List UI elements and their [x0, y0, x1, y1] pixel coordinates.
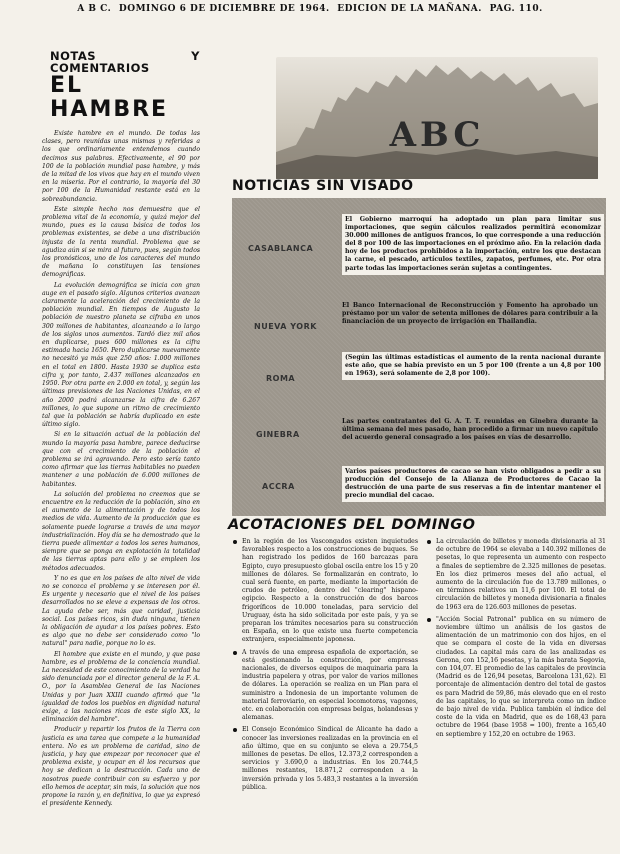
article-paragraph: Y no es que en los países de alto nivel de vida no se conozca el problema y se interesen por él. Es urgente y necesario que el nivel de los países desarrollados no se eleve a expensas de los otros. La ayuda debe ser, más que caridad, justicia social. Los países ricos, sin duda ninguna, tienen la obligación de ayudar a los países pobres. Esto es algo que no debe ser considerado como "lo natural" para nadie, porque no lo es.	[42, 574, 200, 648]
bullet-icon	[233, 728, 237, 732]
acotaciones-column-b	[426, 538, 606, 743]
acotaciones-column-a	[232, 538, 418, 796]
place-label: ACCRA	[262, 482, 295, 491]
list-item	[232, 726, 418, 792]
article-paragraph: Existe hambre en el mundo. De todas las clases, pero reunidas unas mismas y referidas a los que ordinariamente entendemos cuando decimos sus palabras. Efectivamente, el 90 por 100 de la población mundial pasa hambre, y más de la mitad de los vivos que hay en el mundo viven en la miseria. Por el contrario, la mayoría del 30 por 100 de la Humanidad restante está en la sobreabundancia.	[42, 130, 200, 203]
article-kicker: NOTAS Y COMENTARIOS	[50, 50, 200, 75]
article-paragraph: Este simple hecho nos demuestra que el problema vital de la economía, y quizá mejor del mundo, pues es la causa básica de todos los problemas existentes, se debe a una distribución injusta de la renta mundial. Problema que se agudiza aún si se mira al futuro, pues, según todos los pronósticos, uno de los caracteres del mundo de mañana lo constituyen las tensiones demográficas.	[42, 205, 200, 279]
page-number: PAG. 110.	[489, 4, 543, 14]
item-text: En la región de los Vascongados existen inquietudes favorables respecto a los construcciones de buques. Se han registrado los pedidos de 160 barcazas para Egipto, cuyo presupuesto global oscila entre los 15 y 20 millones de dólares. Se formalizarán en contrato, lo cual será fuente, en parte, mediante la importación de crudos de petróleo, dentro del "clearing" hispano-egipcio. Respecto a la construcción de dos barcos frigoríficos de 10.000 toneladas, para servicio del Uruguay, ésta ha sido solicitada por este país, y ya se preparan los trámites necesarios para su construcción en España, en lo que existe una fuerte competencia extranjera, especialmente japonesa.	[242, 538, 418, 644]
issue-date: DOMINGO 6 DE DICIEMBRE DE 1964.	[118, 4, 330, 14]
page-header	[0, 4, 620, 14]
list-item	[426, 538, 606, 612]
article-paragraph: Producir y repartir los frutos de la Tierra con justicia es una tarea que compete a la humanidad entera. No es un problema de caridad, sino de justicia, y hay que empezar por reconocer que el problema existe, y ocupar en él los recursos que hoy se dedican a la destrucción. Cada uno de nosotros puede contribuir con su esfuerzo y por ello hemos de aceptar, sin más, la solución que nos propone la razón y, en definitiva, lo que ya expresó el presidente Kennedy.	[42, 726, 200, 808]
place-label: CASABLANCA	[248, 244, 314, 253]
left-article	[42, 50, 200, 854]
article-paragraph: La evolución demográfica se inicia con gran auge en el pasado siglo. Algunos criterios avanzan claramente la aceleración del crecimiento de la población mundial. En tiempos de Augusto la población de nuestro planeta se cifraba en unos 300 millones de habitantes, alcanzando a lo largo de los siglos unos aumentos. Tardó diez mil años en duplicarse, pues 600 millones es la cifra estimada hacia 1650. Pero duplicarse nuevamente no necesitó ya más que 250 años: 1.000 millones en el total en 1800. Hasta 1930 se duplica esta cifra y, por tanto, 2.437 millones alcanzados en 1950. Por otra parte en 2.000 en total, y, según las últimas previsiones de las Naciones Unidas, en el año 2000 podrá alcanzarse la cifra de 6.267 millones, lo que supone un ritmo de crecimiento tal que la población se habría duplicado en este último siglo.	[42, 281, 200, 429]
section-title: NOTICIAS SIN VISADO	[232, 178, 414, 194]
bullet-icon	[427, 618, 431, 622]
item-text: El Consejo Económico Sindical de Alicante ha dado a conocer las inversiones realizadas en la provincia en el año último, que en su conjunto se eleva a 29.754,5 millones de pesetas. De ellos, 12.373,2 corresponden a servicios y 3.690,0 a industrias. En los 20.744,5 millones restantes, 18.871,2 corresponden a la inversión privada y los 5.483,3 restantes a la inversión pública.	[242, 726, 418, 791]
bullet-icon	[233, 540, 237, 544]
article-paragraph: El hombre que existe en el mundo, y que pasa hambre, es el problema de la conciencia mundial. La necesidad de este conocimiento de la verdad ha sido denunciada por el director general de la F. A. O., por la Asamblea General de las Naciones Unidas y por Juan XXIII cuando afirmó que "la igualdad de todos los pueblos en dignidad natural exige, a las naciones ricas de este siglo XX, la eliminación del hambre".	[42, 650, 200, 724]
list-item	[232, 649, 418, 723]
article-paragraph: Si en la situación actual de la población del mundo la mayoría pasa hambre, parece deducirse que con el crecimiento de la población el problema se irá agravando. Pero esto sería tanto como afirmar que las tierras habitables no pueden mantener a una población de 6.000 millones de habitantes.	[42, 431, 200, 488]
item-text: A través de una empresa española de exportación, se está gestionando la construcción, por empresas nacionales, de diversos equipos de maquinaria para la industria papelera y otras, por valor de varios millones de dólares. La operación se realiza en un Plan para el suministro a Indonesia de un importante volumen de material ferroviario, en especial locomotoras, vagones, etc. en colaboración con empresas belgas, holandesas y alemanas.	[242, 648, 418, 722]
item-text: "Acción Social Patronal" publica en su número de noviembre último un análisis de los gastos de alimentación de un matrimonio con dos hijos, en el que se compara el coste de la vida en diversas ciudades. La capital más cara de las analizadas es Gerona, con 152,16 pesetas, y la más barata Segovia, con 104,07. El promedio de las capitales de provincia (Madrid es de 126,94 pesetas, Barcelona 131,62). El porcentaje de alimentación dentro del total de gastos es para Madrid de 59,86, más elevado que en el resto de las capitales, lo que se interpreta como un índice de bajo nivel de vida. Publica también el índice del coste de la vida en Madrid, que es de 168,43 para octubre de 1964 (base 1958 = 100), frente a 165,40 en septiembre y 152,20 en octubre de 1963.	[436, 615, 606, 738]
news-item: Varios países productores de cacao se han visto obligados a pedir a su producción del Consejo de la Alianza de Productores de Cacao la destrucción de una parte de sus reservas a fin de intentar mantener el precio mundial del cacao.	[342, 466, 604, 502]
masthead-logo: ABC	[389, 115, 485, 155]
item-text: La circulación de billetes y moneda divisionaria al 31 de octubre de 1964 se elevaba a 140.392 millones de pesetas, lo que representa un aumento con respecto a finales de septiembre de 2.325 millones de pesetas. En los diez primeros meses del año actual, el aumento de la circulación fue de 13.789 millones, o en términos relativos un 11,6 por 100. El total de circulación de billetes y moneda divisionaria a finales de 1963 era de 126.603 millones de pesetas.	[436, 538, 606, 611]
place-label: NUEVA YORK	[254, 322, 317, 331]
paper-name: A B C.	[77, 4, 112, 14]
list-item	[232, 538, 418, 645]
news-item: (Según las últimas estadísticas el aumento de la renta nacional durante este año, que se había previsto en un 5 por 100 (frente a un 4,8 por 100 en 1963), será solamente de 2,8 por 100).	[342, 352, 604, 380]
bullet-icon	[427, 540, 431, 544]
news-item: Las partes contratantes del G. A. T. T. reunidas en Ginebra durante la última semana del mes pasado, han procedido a firmar un nuevo capítulo del acuerdo general consagrado a los países en vías de desarrollo.	[342, 418, 598, 442]
place-label: GINEBRA	[256, 430, 300, 439]
acotaciones-title: ACOTACIONES DEL DOMINGO	[228, 517, 476, 533]
news-item: El Gobierno marroquí ha adoptado un plan para limitar sus importaciones, que según cálculos realizados permitirá economizar 30.000 millones de antiguos francos, lo que corresponde a una reducción del 8 por 100 de las importaciones en el próximo año. En la relación dada hoy de los productos prohibidos a la importación, entre los que destacan la carne, el pescado, artículos textiles, zapatos, perfumes, etc. Por otra parte todas las importaciones serán sujetas a contingentes.	[342, 214, 604, 275]
place-label: ROMA	[266, 374, 296, 383]
article-headline: EL HAMBRE	[50, 73, 169, 122]
news-item: El Banco Internacional de Reconstrucción y Fomento ha aprobado un préstamo por un valor de setenta millones de dólares para contribuir a la financiación de un proyecto de irrigación en Thailandia.	[342, 302, 598, 326]
bullet-icon	[233, 651, 237, 655]
masthead-illustration	[276, 57, 598, 179]
edition: EDICION DE LA MAÑANA.	[337, 4, 482, 14]
list-item	[426, 616, 606, 739]
article-paragraph: La solución del problema no creemos que se encuentre en la reducción de la población, sino en el aumento de la alimentación y de todos los medios de vida. Aumento de la producción que es solamente puede lograrse a través de una mayor industrialización. Hoy día se ha demostrado que la tierra puede alimentar a todos los seres humanos, siempre que se ponga en explotación la totalidad de las tierras aptas para ello y se empleen los métodos adecuados.	[42, 490, 200, 572]
